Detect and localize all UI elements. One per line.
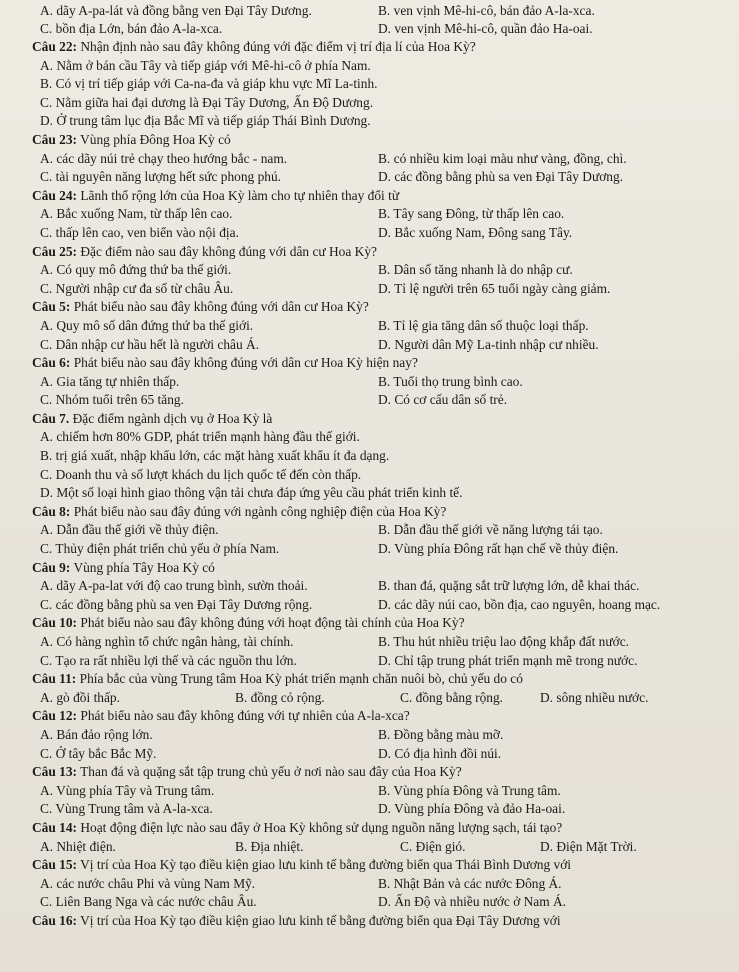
option-a: A. Bán đảo rộng lớn. bbox=[40, 726, 153, 742]
question-text: Phát biểu nào sau đây không đúng với hoạt động tài chính của Hoa Kỳ? bbox=[80, 615, 465, 631]
question-stem bbox=[0, 670, 739, 689]
option-d: D. các dãy núi cao, bồn địa, cao nguyên, hoang mạc. bbox=[378, 596, 661, 612]
question-text: Đặc điểm ngành dịch vụ ở Hoa Kỳ là bbox=[72, 410, 273, 426]
option-row bbox=[0, 168, 739, 187]
option-a: A. chiếm hơn 80% GDP, phát triển mạnh hàng đầu thế giới. bbox=[40, 429, 360, 445]
question-stem bbox=[0, 131, 739, 150]
option-c: C. Dân nhập cư hầu hết là người châu Á. bbox=[40, 336, 260, 352]
option-row bbox=[0, 800, 739, 819]
question-label: Câu 6: bbox=[32, 355, 71, 371]
question-text: Lãnh thổ rộng lớn của Hoa Kỳ làm cho tự nhiên thay đổi từ bbox=[80, 187, 400, 203]
question-stem bbox=[0, 912, 739, 931]
option-a: A. Bắc xuống Nam, từ thấp lên cao. bbox=[40, 206, 233, 222]
question-stem bbox=[0, 187, 739, 206]
option-b: B. Thu hút nhiều triệu lao động khắp đất nước. bbox=[378, 634, 629, 649]
question-text: Vùng phía Tây Hoa Kỳ có bbox=[73, 559, 215, 575]
option-c: C. Thủy điện phát triển chủ yếu ở phía Nam. bbox=[40, 541, 280, 557]
option-row bbox=[0, 745, 739, 764]
option-row bbox=[0, 428, 739, 447]
option-a: A. Có quy mô đứng thứ ba thế giới. bbox=[40, 262, 232, 278]
option-row bbox=[0, 466, 739, 485]
question-stem bbox=[0, 298, 739, 317]
question-label: Câu 11: bbox=[32, 671, 77, 687]
option-b: B. trị giá xuất, nhập khẩu lớn, các mặt hàng xuất khẩu ít đa dạng. bbox=[40, 448, 390, 464]
option-d: D. Vùng phía Đông và đảo Ha-oai. bbox=[378, 801, 566, 817]
option-c: C. Nằm giữa hai đại dương là Đại Tây Dương, Ấn Độ Dương. bbox=[40, 94, 374, 110]
option-a: A. dãy A-pa-lát và đồng bằng ven Đại Tây Dương. bbox=[40, 3, 312, 18]
question-label: Câu 24: bbox=[32, 187, 78, 203]
option-row bbox=[0, 875, 739, 894]
option-c: C. Vùng Trung tâm và A-la-xca. bbox=[40, 801, 213, 817]
option-c: C. Người nhập cư đa số từ châu Âu. bbox=[40, 280, 234, 296]
question-stem bbox=[0, 819, 739, 838]
option-row bbox=[0, 205, 739, 224]
option-c: C. Điện gió. bbox=[400, 838, 466, 854]
question-stem bbox=[0, 243, 739, 262]
option-c: C. đồng bằng rộng. bbox=[400, 689, 504, 705]
option-d: D. Có cơ cấu dân số trẻ. bbox=[378, 392, 508, 408]
option-a: A. Quy mô số dân đứng thứ ba thế giới. bbox=[40, 317, 254, 333]
question-stem bbox=[0, 559, 739, 578]
question-text: Phát biểu nào sau đây không đúng với tự nhiên của A-la-xca? bbox=[80, 708, 410, 724]
question-text: Phát biểu nào sau đây đúng với ngành công nghiệp điện của Hoa Kỳ? bbox=[73, 503, 447, 519]
option-c: C. thấp lên cao, ven biển vào nội địa. bbox=[40, 224, 239, 240]
option-row bbox=[0, 447, 739, 466]
option-b: B. Đồng bằng màu mỡ. bbox=[378, 726, 504, 742]
option-d: D. Ấn Độ và nhiều nước ở Nam Á. bbox=[378, 894, 567, 910]
question-stem bbox=[0, 763, 739, 782]
question-text: Nhận định nào sau đây không đúng với đặc điểm vị trí địa lí của Hoa Kỳ? bbox=[80, 39, 476, 54]
previous-question-options bbox=[0, 0, 739, 38]
option-row bbox=[0, 893, 739, 912]
option-c: C. Doanh thu và số lượt khách du lịch quốc tế đến còn thấp. bbox=[40, 466, 362, 482]
option-d: D. Điện Mặt Trời. bbox=[540, 838, 637, 854]
option-row bbox=[0, 633, 739, 652]
option-a: A. Nhiệt điện. bbox=[40, 838, 116, 854]
question-label: Câu 5: bbox=[32, 299, 71, 315]
option-row bbox=[0, 689, 739, 708]
question-label: Câu 23: bbox=[32, 131, 78, 147]
option-a: A. Dẫn đầu thế giới về thủy điện. bbox=[40, 522, 219, 538]
question-label: Câu 12: bbox=[32, 708, 78, 724]
option-c: C. các đồng bằng phù sa ven Đại Tây Dương rộng. bbox=[40, 596, 313, 612]
question-label: Câu 14: bbox=[32, 819, 78, 835]
question-stem bbox=[0, 38, 739, 57]
question-stem bbox=[0, 614, 739, 633]
option-d: D. Người dân Mỹ La-tinh nhập cư nhiều. bbox=[378, 336, 599, 352]
option-row bbox=[0, 150, 739, 169]
option-d: D. Một số loại hình giao thông vận tải chưa đáp ứng yêu cầu phát triển kinh tế. bbox=[40, 485, 463, 501]
question-label: Câu 10: bbox=[32, 615, 78, 631]
option-a: A. dãy A-pa-lat với độ cao trung bình, sườn thoải. bbox=[40, 578, 308, 594]
option-c: C. bồn địa Lớn, bán đảo A-la-xca. bbox=[40, 21, 223, 36]
option-a: A. các dãy núi trẻ chạy theo hướng bắc - nam. bbox=[40, 150, 288, 166]
option-row bbox=[0, 577, 739, 596]
question-label: Câu 8: bbox=[32, 503, 71, 519]
option-row bbox=[0, 391, 739, 410]
option-b: B. Có vị trí tiếp giáp với Ca-na-đa và giáp khu vực Mĩ La-tinh. bbox=[40, 76, 378, 92]
question-label: Câu 25: bbox=[32, 243, 78, 259]
option-d: D. Có địa hình đồi núi. bbox=[378, 745, 502, 761]
option-a: A. Gia tăng tự nhiên thấp. bbox=[40, 373, 180, 389]
option-c: C. Tạo ra rất nhiều lợi thế và các nguồn thu lớn. bbox=[40, 652, 297, 668]
question-text: Phía bắc của vùng Trung tâm Hoa Kỳ phát triển mạnh chăn nuôi bò, chủ yếu do có bbox=[79, 671, 523, 687]
question-label: Câu 22: bbox=[32, 39, 78, 54]
option-row bbox=[0, 838, 739, 857]
question-list bbox=[0, 38, 739, 931]
option-row bbox=[0, 726, 739, 745]
option-a: A. các nước châu Phi và vùng Nam Mỹ. bbox=[40, 875, 256, 891]
question-text: Phát biểu nào sau đây không đúng với dân cư Hoa Kỳ? bbox=[73, 299, 369, 315]
option-b: B. Tỉ lệ gia tăng dân số thuộc loại thấp. bbox=[378, 317, 589, 333]
question-stem bbox=[0, 354, 739, 373]
option-d: D. Chỉ tập trung phát triển mạnh mẽ trong nước. bbox=[378, 652, 638, 668]
option-row bbox=[0, 336, 739, 355]
option-b: B. Địa nhiệt. bbox=[235, 838, 304, 854]
option-row bbox=[0, 112, 739, 131]
question-label: Câu 16: bbox=[32, 912, 78, 928]
question-text: Hoạt động điện lực nào sau đây ở Hoa Kỳ không sử dụng nguồn năng lượng sạch, tái tạo? bbox=[80, 819, 563, 835]
option-a: A. Vùng phía Tây và Trung tâm. bbox=[40, 782, 215, 798]
option-d: D. sông nhiều nước. bbox=[540, 689, 649, 705]
option-row bbox=[0, 521, 739, 540]
option-d: D. Bắc xuống Nam, Đông sang Tây. bbox=[378, 224, 573, 240]
option-b: B. Vùng phía Đông và Trung tâm. bbox=[378, 782, 561, 798]
option-row bbox=[0, 57, 739, 76]
question-stem bbox=[0, 707, 739, 726]
question-label: Câu 13: bbox=[32, 764, 78, 780]
question-stem bbox=[0, 410, 739, 429]
option-row bbox=[0, 596, 739, 615]
question-label: Câu 7. bbox=[32, 410, 70, 426]
question-stem bbox=[0, 503, 739, 522]
option-row bbox=[0, 373, 739, 392]
option-d: D. Tỉ lệ người trên 65 tuổi ngày càng giảm. bbox=[378, 280, 611, 296]
option-b: B. than đá, quặng sắt trữ lượng lớn, dễ khai thác. bbox=[378, 578, 640, 594]
option-d: D. Vùng phía Đông rất hạn chế về thủy điện. bbox=[378, 541, 619, 557]
option-b: B. đồng cỏ rộng. bbox=[235, 689, 325, 705]
question-stem bbox=[0, 856, 739, 875]
option-c: C. Nhóm tuổi trên 65 tăng. bbox=[40, 392, 184, 408]
option-d: D. ven vịnh Mê-hi-cô, quần đảo Ha-oai. bbox=[378, 21, 593, 36]
option-row bbox=[0, 75, 739, 94]
option-row bbox=[0, 540, 739, 559]
option-c: C. Liên Bang Nga và các nước châu Âu. bbox=[40, 894, 257, 910]
question-text: Vị trí của Hoa Kỳ tạo điều kiện giao lưu kinh tế bằng đường biển qua Đại Tây Dương với bbox=[80, 912, 561, 928]
question-label: Câu 9: bbox=[32, 559, 71, 575]
option-row bbox=[0, 280, 739, 299]
option-row bbox=[0, 261, 739, 280]
option-d: D. các đồng bằng phù sa ven Đại Tây Dương. bbox=[378, 169, 624, 185]
option-row bbox=[0, 317, 739, 336]
question-text: Vùng phía Đông Hoa Kỳ có bbox=[80, 131, 231, 147]
question-text: Vị trí của Hoa Kỳ tạo điều kiện giao lưu kinh tế bằng đường biển qua Thái Bình Dương với bbox=[80, 857, 572, 873]
option-c: C. Ở tây bắc Bắc Mỹ. bbox=[40, 745, 157, 761]
option-a: A. Có hàng nghìn tổ chức ngân hàng, tài chính. bbox=[40, 634, 294, 649]
option-row bbox=[0, 782, 739, 801]
option-b: B. Dân số tăng nhanh là do nhập cư. bbox=[378, 262, 573, 278]
option-row bbox=[0, 224, 739, 243]
question-text: Than đá và quặng sắt tập trung chủ yếu ở nơi nào sau đây của Hoa Kỳ? bbox=[80, 764, 462, 780]
option-c: C. tài nguyên năng lượng hết sức phong phú. bbox=[40, 169, 282, 185]
option-b: B. Tuổi thọ trung bình cao. bbox=[378, 373, 523, 389]
option-b: B. Tây sang Đông, từ thấp lên cao. bbox=[378, 206, 565, 222]
option-b: B. ven vịnh Mê-hi-cô, bán đảo A-la-xca. bbox=[378, 3, 595, 18]
option-a: A. gò đồi thấp. bbox=[40, 689, 120, 705]
option-b: B. Nhật Bản và các nước Đông Á. bbox=[378, 875, 562, 891]
question-text: Phát biểu nào sau đây không đúng với dân cư Hoa Kỳ hiện nay? bbox=[73, 355, 418, 371]
option-a: A. Nằm ở bán cầu Tây và tiếp giáp với Mê-hi-cô ở phía Nam. bbox=[40, 57, 371, 73]
question-label: Câu 15: bbox=[32, 857, 78, 873]
option-row bbox=[0, 484, 739, 503]
option-b: B. Dẫn đầu thế giới về năng lượng tái tạo. bbox=[378, 522, 603, 538]
option-row bbox=[0, 652, 739, 671]
option-d: D. Ở trung tâm lục địa Bắc Mĩ và tiếp giáp Thái Bình Dương. bbox=[40, 113, 371, 129]
option-b: B. có nhiều kim loại màu như vàng, đồng, chì. bbox=[378, 150, 627, 166]
option-row bbox=[0, 94, 739, 113]
question-text: Đặc điểm nào sau đây không đúng với dân cư Hoa Kỳ? bbox=[80, 243, 377, 259]
